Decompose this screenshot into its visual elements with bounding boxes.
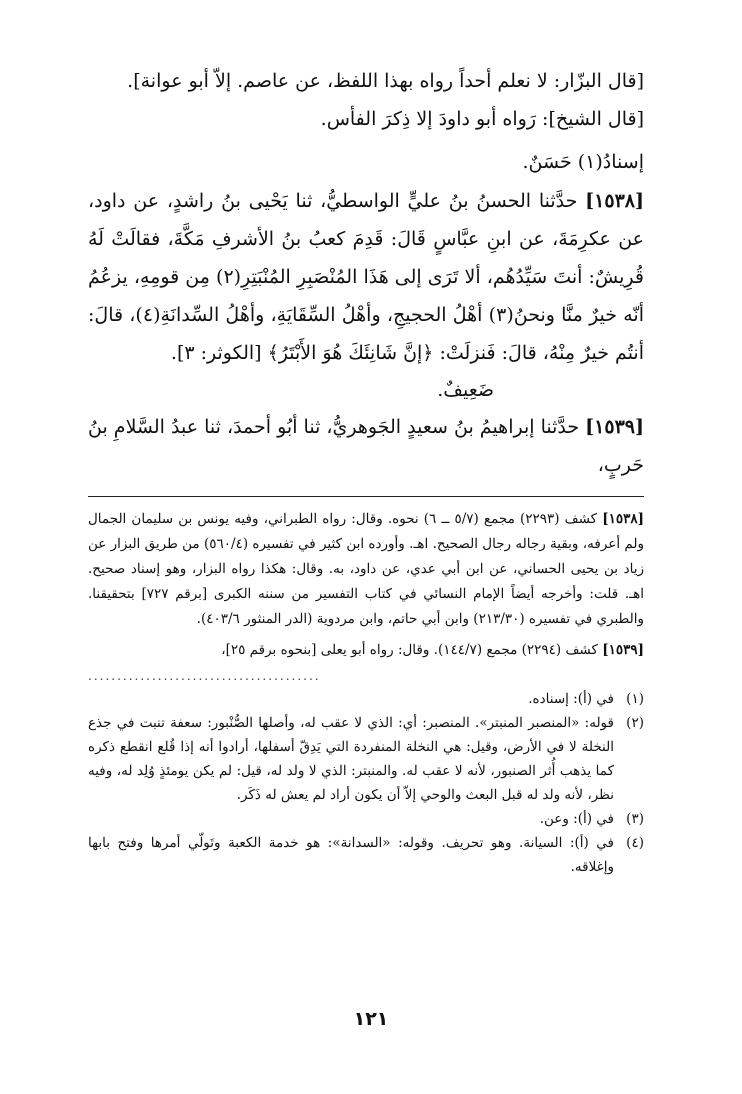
footnote-text: في (أ): السيانة. وهو تحريف. وقوله: «السدانة»: هو خدمة الكعبة وتَولّي أمرها وفتح بابها وإغلاقه. xyxy=(88,835,614,875)
footnote-text: في (أ): إسناده. xyxy=(528,691,614,707)
hadith-1538 xyxy=(88,182,644,372)
hadith-grade-1538: ضَعِيفٌ. xyxy=(437,379,494,401)
takhrij-1538 xyxy=(88,507,644,632)
page-number: ١٢١ xyxy=(353,1008,389,1030)
takhrij-text-1538: كشف (٢٢٩٣) مجمع (٥/٧ ــ ٦) نحوه. وقال: رواه الطبراني، وفيه يونس بن سليمان الجمال ولم أعرفه، وبقية رجاله رجال الصحيح. اهـ. وأورده ابن كثير في تفسيره (٥٦٠/٤) من طريق البزار عن زياد بن يحيى الحساني، عن ابن أبي عدي، عن داود، به. وقال: هكذا رواه البزار، وهو إسناد صحيح. اهـ. قلت: وأخرجه أيضاً الإمام النسائي في كتاب التفسير من سننه الكبرى [برقم ٧٢٧] بتحقيقنا. والطبري في تفسيره (٢١٣/٣٠) وابن أبي حاتم، وابن مردوية (الدر المنثور ٤٠٣/٦). xyxy=(88,511,645,627)
footnote-number: (٣) xyxy=(626,811,644,827)
dotted-separator: ........................................ xyxy=(88,669,321,683)
takhrij-1539 xyxy=(88,638,644,663)
hadith-number-1539: [١٥٣٩] xyxy=(585,416,644,438)
hadith-number-1538: [١٥٣٨] xyxy=(585,190,644,212)
footnote-3 xyxy=(88,807,644,831)
footnote-text: في (أ): وعن. xyxy=(539,811,614,827)
footnote-number: (٢) xyxy=(626,715,644,731)
footnote-1 xyxy=(88,687,644,711)
footnote-text: قوله: «المنصبر المنبتر». المنصبر: أي: الذي لا عقب له، وأصلها الصُّنْبور: سعفة تنبت في جذع النخلة لا في الأرض، وقيل: هي النخلة المنفردة التي يَدِقّ أسفلها، أرادوا أنه إذا قُلع انقطع ذكره كما يذهب أُثر الصنبور، لأنه لا عقب له. والمنبتر: الذي لا ولد له، قيل: لم يكن يومئذٍ وُلِد له، وفيه نظر، لأنه ولد له قبل البعث والوحي إلاّ أن يكون أراد لم يعش له ذَكَر. xyxy=(88,715,614,803)
hadith-text-1538: حدَّثنا الحسنُ بنُ عليٍّ الواسطيُّ، ثنا يَحْيى بنُ راشدٍ، عن داود، عن عكرِمَةَ، عن ابنِ عبَّاسٍ قَالَ: قَدِمَ كعبُ بنُ الأشرفِ مَكَّةَ، فقالَتْ لَهُ قُرِيشٌ: أنتَ سَيِّدُهُم، ألا تَرَى إلى هَذَا المُنْصَبِرِ المُنْبَتِرِ(٢) مِن قومِهِ، يزعُمُ أنّه خيرٌ منَّا ونحنُ(٣) أهْلُ الحجيجِ، وأهْلُ السِّقَايَةِ، وأهْلُ السِّدانَةِ(٤)، قالَ: أنتُم خيرٌ مِنْهُ، قالَ: فَنزلَتْ: ﴿إنَّ شَانِئَكَ هُوَ الأَبْتَرُ﴾ [الكوثر: ٣]. xyxy=(88,190,644,364)
hadith-1539 xyxy=(88,408,644,484)
footnote-2 xyxy=(88,711,644,807)
bazzar-remark: [قال البزّار: لا نعلم أحداً رواه بهذا اللفظ، عن عاصم. إلاّ أبو عوانة]. xyxy=(127,70,644,92)
takhrij-number-1538: [١٥٣٨] xyxy=(602,511,645,527)
footnote-number: (١) xyxy=(626,691,644,707)
footnote-number: (٤) xyxy=(626,835,644,851)
takhrij-text-1539: كشف (٢٢٩٤) مجمع (١٤٤/٧). وقال: رواه أبو يعلى [بنحوه برقم ٢٥]، xyxy=(221,642,598,658)
takhrij-number-1539: [١٥٣٩] xyxy=(602,642,644,658)
divider xyxy=(88,496,644,497)
sheikh-remark: [قال الشيخ]: رَواه أبو داودَ إلا ذِكرَ الفأس. xyxy=(320,108,644,130)
footnote-4 xyxy=(88,831,644,879)
page-body xyxy=(88,62,644,879)
hadith-text-1539: حدَّثنا إبراهيمُ بنُ سعيدٍ الجَوهريُّ، ثنا أبُو أحمدَ، ثنا عبدُ السَّلامِ بنُ حَربٍ، xyxy=(88,416,644,476)
isnad-grade: إسنادُ(١) حَسَنٌ. xyxy=(522,151,644,173)
